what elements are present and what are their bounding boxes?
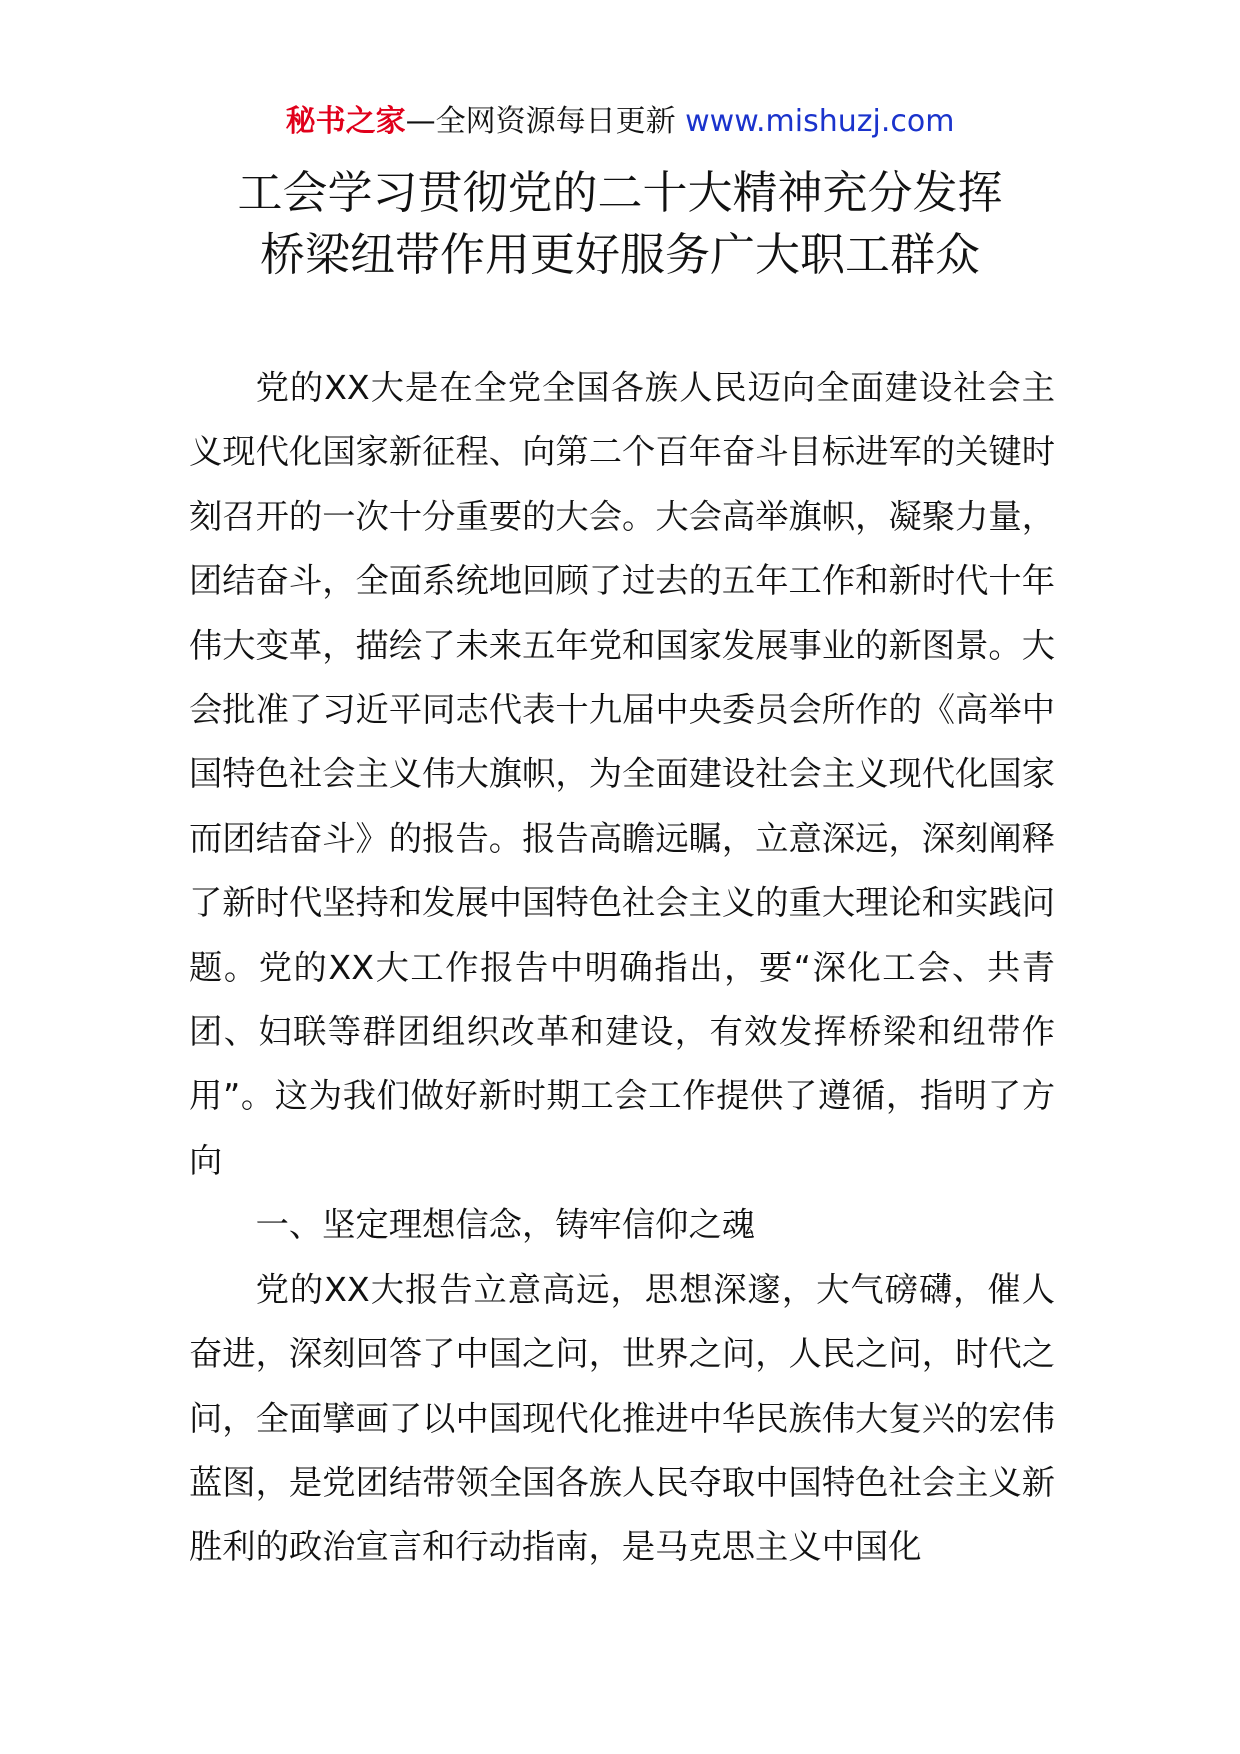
title-line-2: 桥梁纽带作用更好服务广大职工群众 (259, 228, 980, 281)
section-heading-1: 一、坚定理想信念，铸牢信仰之魂 (255, 1205, 756, 1245)
site-name: 秘书之家 (285, 104, 406, 139)
body-paragraph-2: 党的XX大报告立意高远，思想深邃，大气磅礴，催人奋进，深刻回答了中国之问，世界之问，人民之问，时代之问，全面擘画了以中国现代化推进中华民族伟大复兴的宏伟蓝图，是党团结带领全国各族人民夺取中国特色社会主义新胜利的政治宣言和行动指南，是马克思主义中国化 (189, 1269, 1055, 1567)
title-line-1: 工会学习贯彻党的二十大精神充分发挥 (237, 166, 1003, 219)
site-header (0, 100, 1240, 144)
site-slogan: —全网资源每日更新 (405, 104, 686, 139)
document-title (0, 162, 1240, 286)
site-url-link[interactable]: www.mishuzj.com (685, 104, 955, 139)
document-body (189, 356, 1055, 1580)
body-paragraph-1: 党的XX大是在全党全国各族人民迈向全面建设社会主义现代化国家新征程、向第二个百年奋斗目标进军的关键时刻召开的一次十分重要的大会。大会高举旗帜，凝聚力量，团结奋斗，全面系统地回顾了过去的五年工作和新时代十年伟大变革，描绘了未来五年党和国家发展事业的新图景。大会批准了习近平同志代表十九届中央委员会所作的《高举中国特色社会主义伟大旗帜，为全面建设社会主义现代化国家而团结奋斗》的报告。报告高瞻远瞩，立意深远，深刻阐释了新时代坚持和发展中国特色社会主义的重大理论和实践问题。党的XX大工作报告中明确指出，要“深化工会、共青团、妇联等群团组织改革和建设，有效发挥桥梁和纽带作用”。这为我们做好新时期工会工作提供了遵循，指明了方向 (189, 368, 1055, 1180)
